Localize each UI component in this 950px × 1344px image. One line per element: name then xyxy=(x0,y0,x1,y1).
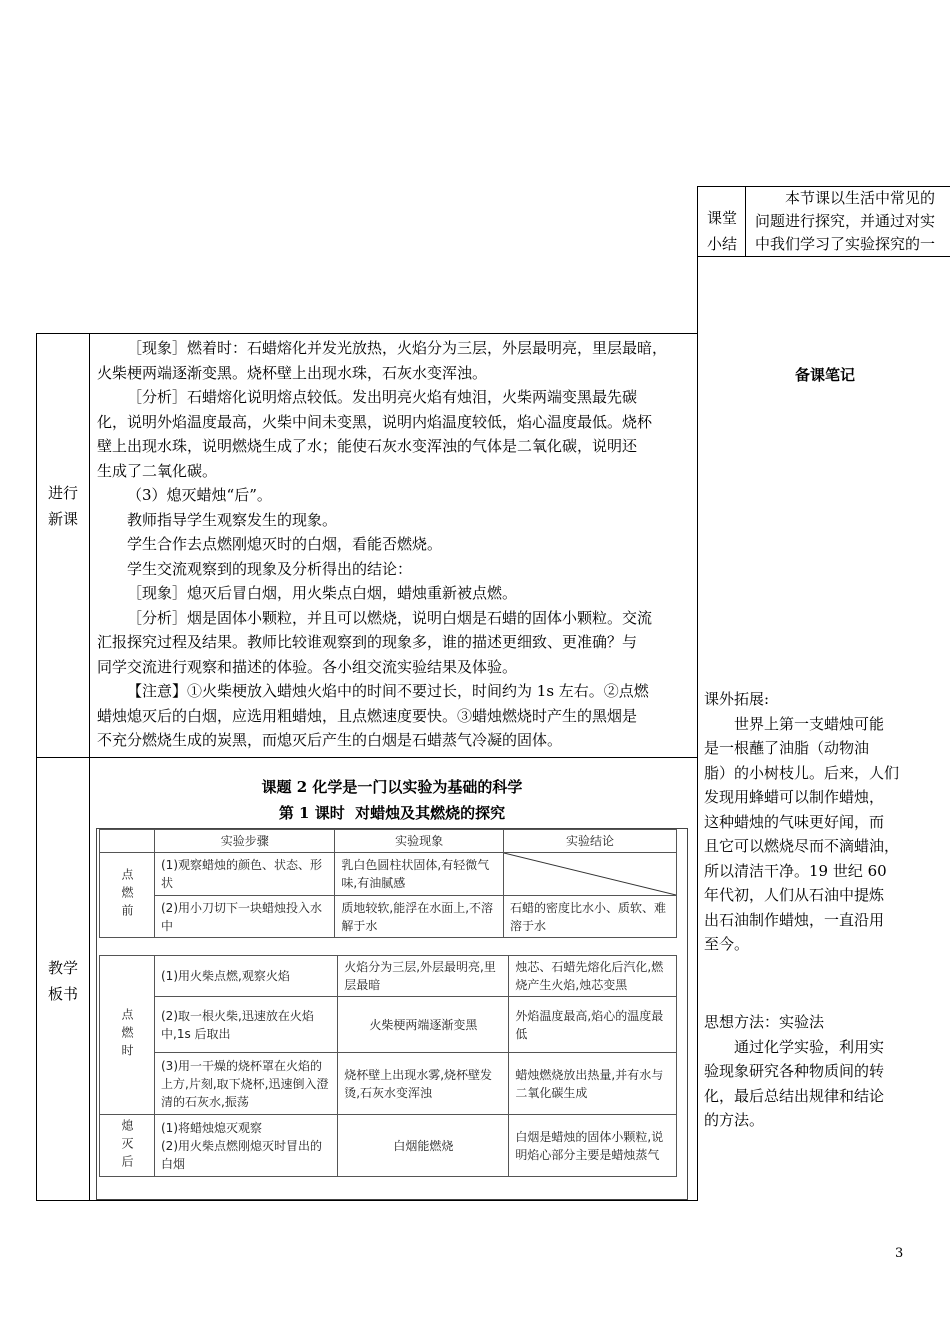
extension-line: 脂）的小树枝儿。后来，人们 xyxy=(704,763,900,782)
board-title-1: 课题 2 化学是一门以实验为基础的科学 xyxy=(261,778,523,796)
method-section xyxy=(704,1010,944,1133)
diagonal-line xyxy=(504,853,676,895)
lesson-line: 蜡烛熄灭后的白烟，应选用粗蜡烛，且点燃速度要快。③蜡烛燃烧时产生的黑烟是 xyxy=(97,706,638,725)
summary-label-2: 小结 xyxy=(706,235,737,253)
lesson-line: ［分析］烟是固体小颗粒，并且可以燃烧，说明白烟是石蜡的固体小颗粒。交流 xyxy=(127,608,653,627)
lesson-line: 教师指导学生观察发生的现象。 xyxy=(127,510,338,529)
step-cell: (1)观察蜡烛的颜色、状态、形状 xyxy=(155,853,335,896)
extension-section xyxy=(704,687,944,957)
board-label xyxy=(40,955,86,1007)
extension-line: 至今。 xyxy=(704,935,750,953)
lesson-line: 火柴梗两端逐渐变黑。烧杯壁上出现水珠，石灰水变浑浊。 xyxy=(97,363,488,382)
extension-line: 世界上第一支蜡烛可能 xyxy=(734,714,885,733)
diagonal-empty-cell xyxy=(503,853,676,896)
stage-before: 点燃前 xyxy=(120,868,134,922)
lesson-line: 壁上出现水珠，说明燃烧生成了水；能使石灰水变浑浊的气体是二氧化碳，说明还 xyxy=(97,437,638,455)
lesson-line: ［现象］熄灭后冒白烟，用火柴点白烟，蜡烛重新被点燃。 xyxy=(127,584,518,602)
method-line: 通过化学实验，利用实 xyxy=(734,1037,885,1056)
header-phenomenon: 实验现象 xyxy=(335,830,504,853)
method-line: 验现象研究各种物质间的转 xyxy=(704,1062,885,1080)
step-cell: (2)用小刀切下一块蜡烛投入水中 xyxy=(155,896,335,938)
extension-line: 年代初，人们从石油中提炼 xyxy=(704,886,885,904)
conclusion-cell: 蜡烛燃烧放出热量,并有水与二氧化碳生成 xyxy=(509,1053,677,1115)
summary-line: 中我们学习了实验探究的一 xyxy=(755,235,936,253)
method-title: 思想方法：实验法 xyxy=(704,1013,825,1031)
lesson-label-1: 进行 xyxy=(47,484,78,502)
extension-line: 出石油制作蜡烛，一直沿用 xyxy=(704,910,885,929)
phenomenon-cell: 乳白色圆柱状固体,有轻微气味,有油腻感 xyxy=(335,853,504,896)
lesson-line: 学生合作去点燃刚熄灭时的白烟，看能否燃烧。 xyxy=(127,535,443,553)
lesson-line: ［现象］燃着时：石蜡熔化并发光放热，火焰分为三层，外层最明亮，里层最暗， xyxy=(127,339,668,357)
phenomenon-cell: 火焰分为三层,外层最明亮,里层最暗 xyxy=(338,956,509,997)
lesson-line: 不充分燃烧生成的炭黑，而熄灭后产生的白烟是石蜡蒸气冷凝的固体。 xyxy=(97,731,563,749)
board-label-1: 教学 xyxy=(47,959,78,977)
phenomenon-cell: 烧杯壁上出现水雾,烧杯壁发烫,石灰水变浑浊 xyxy=(338,1053,509,1115)
extension-line: 所以清洁干净。19 世纪 60 xyxy=(704,861,887,880)
lesson-line: 【注意】①火柴梗放入蜡烛火焰中的时间不要过长，时间约为 1s 左右。②点燃 xyxy=(127,682,649,700)
notes-title: 备课笔记 xyxy=(794,366,855,384)
summary-line: 本节课以生活中常见的 xyxy=(785,189,936,207)
experiment-table-image xyxy=(96,828,688,1200)
step-cell: (3)用一干燥的烧杯罩在火焰的上方,片刻,取下烧杯,迅速倒入澄清的石灰水,振荡 xyxy=(155,1053,338,1115)
step-cell: (2)取一根火柴,迅速放在火焰中,1s 后取出 xyxy=(155,997,338,1053)
extension-line: 发现用蜂蜡可以制作蜡烛， xyxy=(704,788,885,806)
lesson-line: 化，说明外焰温度最高，火柴中间未变黑，说明内焰温度较低，焰心温度最低。烧杯 xyxy=(97,412,653,431)
lesson-label-2: 新课 xyxy=(47,510,78,528)
conclusion-cell: 石蜡的密度比水小、质软、难溶于水 xyxy=(503,896,676,938)
method-line: 的方法。 xyxy=(704,1111,765,1129)
summary-line: 问题进行探究，并通过对实 xyxy=(755,212,936,230)
board-title-2: 第 1 课时 对蜡烛及其燃烧的探究 xyxy=(278,804,506,822)
lesson-label xyxy=(40,480,86,532)
conclusion-cell: 白烟是蜡烛的固体小颗粒,说明焰心部分主要是蜡烛蒸气 xyxy=(509,1115,677,1177)
page-number: 3 xyxy=(895,1246,904,1261)
board-label-2: 板书 xyxy=(47,985,78,1003)
extension-line: 是一根蘸了油脂（动物油 xyxy=(704,739,870,757)
extension-line: 这种蜡烛的气味更好闻，而 xyxy=(704,812,885,831)
phenomenon-cell: 白烟能燃烧 xyxy=(338,1115,509,1177)
lesson-line: 生成了二氧化碳。 xyxy=(97,461,218,480)
step-cell: (1)将蜡烛熄灭观察 (2)用火柴点燃刚熄灭时冒出的白烟 xyxy=(155,1115,338,1177)
conclusion-cell: 外焰温度最高,焰心的温度最低 xyxy=(509,997,677,1053)
summary-label-1: 课堂 xyxy=(706,209,737,227)
stage-after: 熄灭后 xyxy=(120,1118,134,1173)
header-conclusion: 实验结论 xyxy=(503,830,676,853)
stage-during: 点燃时 xyxy=(120,1008,134,1062)
extension-title: 课外拓展: xyxy=(704,690,770,708)
lesson-line: （3）熄灭蜡烛“后”。 xyxy=(127,486,272,504)
extension-line: 且它可以燃烧尽而不滴蜡油， xyxy=(704,837,900,855)
header-step: 实验步骤 xyxy=(155,830,335,853)
conclusion-cell: 烛芯、石蜡先熔化后汽化,燃烧产生火焰,烛芯变黑 xyxy=(509,956,677,997)
experiment-table-before xyxy=(99,829,677,938)
lesson-line: 学生交流观察到的现象及分析得出的结论： xyxy=(127,559,413,578)
step-cell: (1)用火柴点燃,观察火焰 xyxy=(155,956,338,997)
lesson-line: 汇报探究过程及结果。教师比较谁观察到的现象多，谁的描述更细致、更准确？与 xyxy=(97,633,638,651)
phenomenon-cell: 火柴梗两端逐渐变黑 xyxy=(338,997,509,1053)
lesson-body xyxy=(97,336,689,753)
lesson-line: 同学交流进行观察和描述的体验。各小组交流实验结果及体验。 xyxy=(97,657,518,676)
phenomenon-cell: 质地较软,能浮在水面上,不溶解于水 xyxy=(335,896,504,938)
lesson-line: ［分析］石蜡熔化说明熔点较低。发出明亮火焰有烛泪，火柴两端变黑最先碳 xyxy=(127,388,638,406)
experiment-table-during xyxy=(99,955,677,1177)
method-line: 化，最后总结出规律和结论 xyxy=(704,1086,885,1105)
